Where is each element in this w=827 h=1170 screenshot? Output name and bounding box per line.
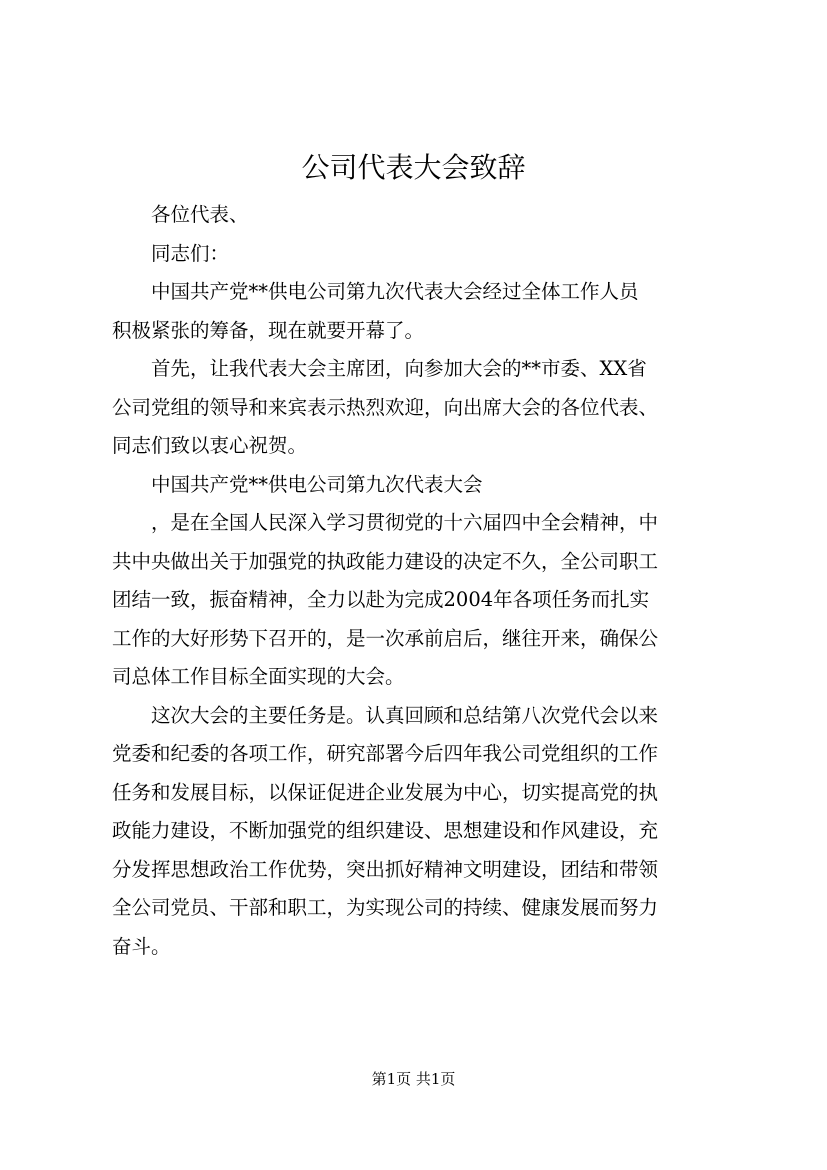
welcome-paragraph [112, 350, 732, 466]
paragraph-line: 这次大会的主要任务是。认真回顾和总结第八次党代会以来 [151, 703, 659, 727]
tasks-paragraph [112, 697, 732, 967]
paragraph-line: 党委和纪委的各项工作，研究部署今后四年我公司党组织的工作 [112, 742, 659, 765]
paragraph-line: 共中央做出关于加强党的执政能力建设的决定不久，全公司职工 [112, 549, 659, 573]
paragraph-line: 全公司党员、干部和职工，为实现公司的持续、健康发展而努力 [112, 896, 659, 919]
paragraph-line: 政能力建设，不断加强党的组织建设、思想建设和作风建设，充 [112, 819, 659, 842]
document-body [112, 196, 732, 966]
greeting-line: 同志们： [151, 241, 230, 265]
opening-paragraph [112, 273, 732, 350]
paragraph-line: 同志们致以衷心祝贺。 [112, 434, 308, 457]
paragraph-line: 中国共产党**供电公司第九次代表大会 [151, 472, 483, 496]
paragraph-line: 首先，让我代表大会主席团，向参加大会的**市委、XX省 [151, 357, 647, 380]
paragraph-line: 公司党组的领导和来宾表示热烈欢迎，向出席大会的各位代表、 [112, 395, 659, 419]
greeting-paragraph [112, 235, 732, 274]
paragraph-line: 司总体工作目标全面实现的大会。 [112, 665, 405, 688]
paragraph-line: 奋斗。 [112, 934, 171, 958]
paragraph-line: 积极紧张的筹备，现在就要开幕了。 [112, 318, 425, 342]
paragraph-line: 分发挥思想政治工作优势，突出抓好精神文明建设，团结和带领 [112, 857, 659, 881]
paragraph-line: ，是在全国人民深入学习贯彻党的十六届四中全会精神，中 [151, 511, 659, 534]
page-footer: 第1页 共1页 [371, 1070, 456, 1088]
salutation-paragraph [112, 196, 732, 235]
paragraph-line: 工作的大好形势下召开的，是一次承前启后，继往开来，确保公 [112, 626, 659, 650]
document-title: 公司代表大会致辞 [301, 151, 526, 184]
paragraph-line: 任务和发展目标，以保证促进企业发展为中心，切实提高党的执 [112, 780, 659, 804]
paragraph-line: 中国共产党**供电公司第九次代表大会经过全体工作人员 [151, 280, 639, 303]
background-paragraph [112, 504, 732, 697]
paragraph-line: 团结一致，振奋精神，全力以赴为完成2004年各项任务而扎实 [112, 588, 650, 611]
salutation-line: 各位代表、 [151, 203, 249, 226]
congress-name-paragraph [112, 466, 732, 505]
